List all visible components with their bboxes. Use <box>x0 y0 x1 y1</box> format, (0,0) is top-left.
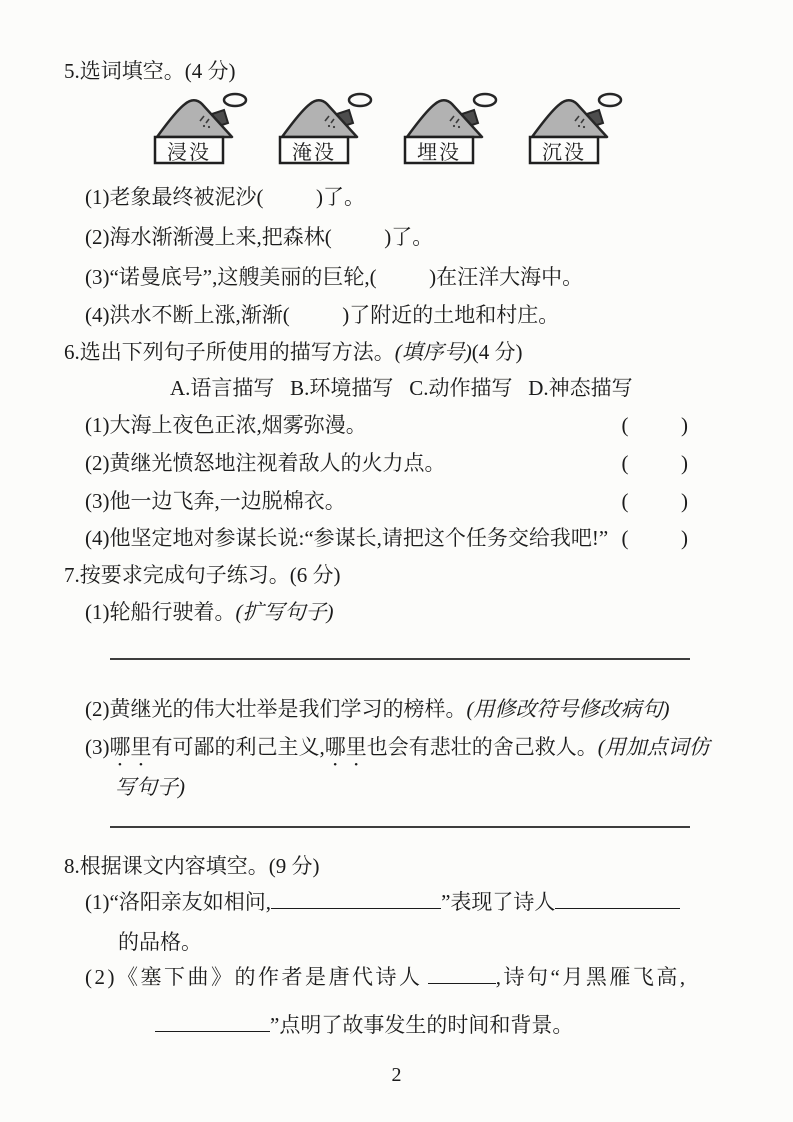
q7-item1-note: (扩写句子) <box>235 600 334 624</box>
answer-parentheses: ( ) <box>621 489 688 513</box>
word-choice-icons <box>150 90 625 168</box>
q8-item-2-line-1 <box>85 962 688 992</box>
q6-title-note: (填序号) <box>394 340 472 364</box>
q8-item-2-line-2 <box>155 1010 573 1040</box>
q7-item3-emphasized-word: 哪里 <box>324 735 367 759</box>
q8-item2-before: (2)《塞下曲》的作者是唐代诗人 <box>85 965 423 989</box>
q7-item3-emphasized-word: 哪里 <box>109 735 152 759</box>
q7-item3-prefix: (3) <box>85 735 110 759</box>
q8-item2-after: ,诗句“月黑雁飞高, <box>495 965 688 989</box>
word-option-1 <box>150 90 250 168</box>
q7-item-1 <box>85 597 334 627</box>
q7-item-3-line-1 <box>85 732 710 771</box>
q6-option-b: B.环境描写 <box>290 376 394 400</box>
q6-option-a: A.语言描写 <box>170 376 275 400</box>
q6-options <box>170 373 633 403</box>
question-5-title: 5.选词填空。(4 分) <box>64 59 236 83</box>
answer-line <box>110 658 690 660</box>
q7-item1-text: (1)轮船行驶着。 <box>85 600 236 624</box>
q6-option-c: C.动作描写 <box>409 376 513 400</box>
q8-item-1-line-1 <box>85 887 680 917</box>
q7-item3-note-part1: (用加点词仿 <box>597 735 710 759</box>
q7-item-3-line-2 <box>115 772 185 802</box>
q6-item-text: (3)他一边飞奔,一边脱棉衣。 <box>85 489 346 513</box>
answer-parentheses: ( ) <box>621 526 688 550</box>
q8-item1-before: (1)“洛阳亲友如相问, <box>85 890 272 914</box>
q6-item-text: (4)他坚定地对参谋长说:“参谋长,请把这个任务交给我吧!” <box>85 526 609 550</box>
q6-option-d: D.神态描写 <box>528 376 633 400</box>
q6-item-2 <box>85 448 688 478</box>
q8-item-1-line-2: 的品格。 <box>118 930 202 954</box>
q7-item3-note-part2: 写句子) <box>115 775 185 799</box>
question-6-title <box>64 337 523 367</box>
fill-in-blank <box>428 962 496 984</box>
q8-item1-after: ”表现了诗人 <box>441 890 556 914</box>
q5-item-1: (1)老象最终被泥沙( )了。 <box>85 185 365 209</box>
question-7-title: 7.按要求完成句子练习。(6 分) <box>64 563 341 587</box>
fill-in-blank <box>155 1010 270 1032</box>
word-option-2 <box>275 90 375 168</box>
word-label: 埋没 <box>417 141 461 164</box>
word-option-4 <box>525 90 625 168</box>
q7-item-2 <box>85 694 670 724</box>
q5-item-4: (4)洪水不断上涨,渐渐( )了附近的土地和村庄。 <box>85 303 560 327</box>
q7-item3-mid: 有可鄙的利己主义, <box>151 735 325 759</box>
q5-item-2: (2)海水渐渐漫上来,把森林( )了。 <box>85 225 434 249</box>
word-label: 浸没 <box>167 141 211 164</box>
page-number: 2 <box>391 1064 402 1086</box>
answer-parentheses: ( ) <box>621 413 688 437</box>
answer-parentheses: ( ) <box>621 451 688 475</box>
q7-item2-note: (用修改符号修改病句) <box>466 697 670 721</box>
word-label: 淹没 <box>292 141 336 164</box>
q5-item-3: (3)“诺曼底号”,这艘美丽的巨轮,( )在汪洋大海中。 <box>85 265 584 289</box>
question-8-title: 8.根据课文内容填空。(9 分) <box>64 854 320 878</box>
answer-line <box>110 826 690 828</box>
q6-title-text: 6.选出下列句子所使用的描写方法。 <box>64 340 395 364</box>
fill-in-blank <box>271 887 441 909</box>
word-option-3 <box>400 90 500 168</box>
q6-item-text: (1)大海上夜色正浓,烟雾弥漫。 <box>85 413 367 437</box>
fill-in-blank <box>555 887 680 909</box>
word-label: 沉没 <box>542 141 586 164</box>
q6-item-3 <box>85 486 688 516</box>
q6-item-4 <box>85 523 688 553</box>
q7-item2-text: (2)黄继光的伟大壮举是我们学习的榜样。 <box>85 697 467 721</box>
q6-title-score: (4 分) <box>471 340 523 364</box>
q8-item2-line2-text: ”点明了故事发生的时间和背景。 <box>270 1013 574 1037</box>
q6-item-1 <box>85 410 688 440</box>
q7-item3-rest: 也会有悲壮的舍己救人。 <box>366 735 598 759</box>
q6-item-text: (2)黄继光愤怒地注视着敌人的火力点。 <box>85 451 446 475</box>
